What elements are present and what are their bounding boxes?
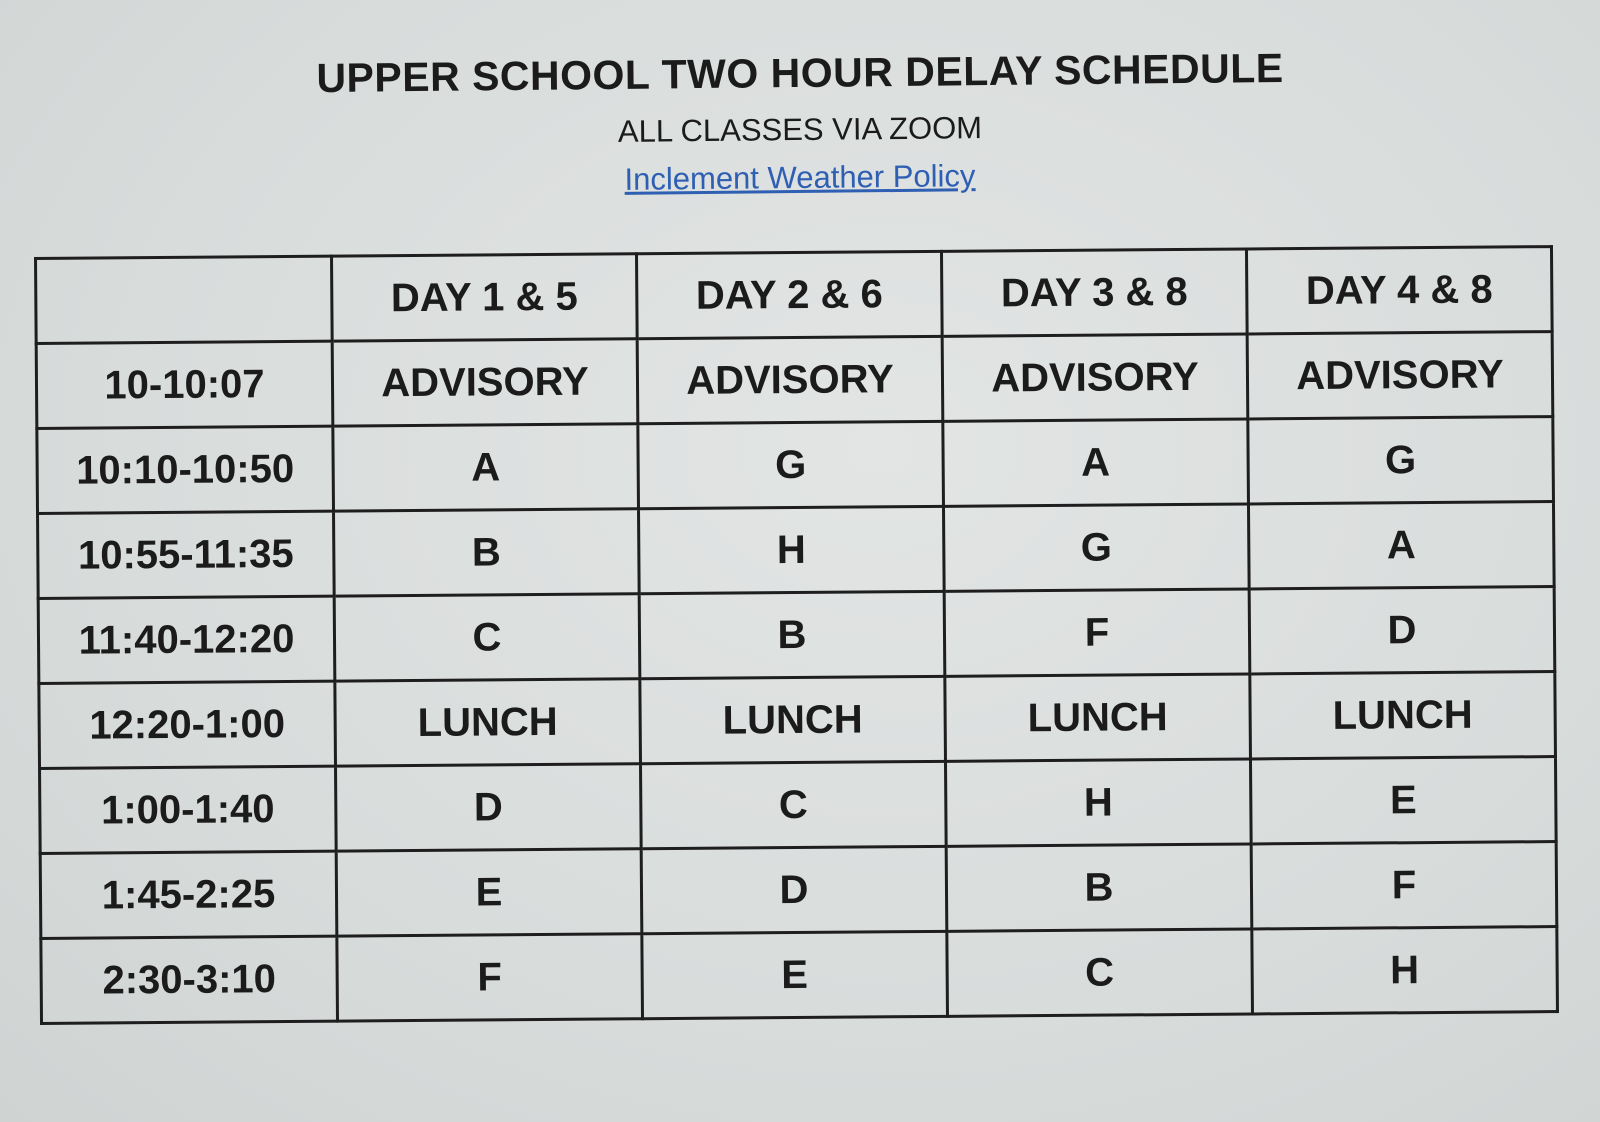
table-row: [41, 927, 1558, 1024]
time-cell: 12:20-1:00: [39, 681, 336, 768]
time-cell: 1:00-1:40: [40, 766, 337, 853]
period-cell: B: [639, 591, 945, 678]
period-cell: C: [947, 929, 1253, 1016]
time-cell: 11:40-12:20: [38, 596, 335, 683]
period-cell: D: [641, 846, 947, 933]
period-cell: E: [642, 931, 948, 1018]
page-subtitle: ALL CLASSES VIA ZOOM: [617, 110, 983, 149]
column-header: DAY 3 & 8: [941, 249, 1247, 336]
column-header: DAY 2 & 6: [636, 251, 942, 338]
period-cell: ADVISORY: [332, 339, 638, 426]
period-cell: ADVISORY: [637, 336, 943, 423]
header-row: [36, 247, 1553, 344]
table-row: [40, 842, 1557, 939]
period-cell: D: [1249, 587, 1555, 674]
policy-link-wrapper: [0, 152, 1600, 205]
period-cell: G: [1248, 417, 1554, 504]
column-header: DAY 1 & 5: [332, 254, 638, 341]
table-row: [38, 502, 1555, 599]
period-cell: ADVISORY: [942, 334, 1248, 421]
table-row: [40, 757, 1557, 854]
period-cell: H: [945, 759, 1251, 846]
schedule-table-wrapper: [34, 245, 1558, 1025]
period-cell: B: [946, 844, 1252, 931]
period-cell: C: [640, 761, 946, 848]
period-cell: B: [334, 509, 640, 596]
table-row: [37, 417, 1554, 514]
period-cell: H: [1252, 927, 1558, 1014]
period-cell: C: [334, 594, 640, 681]
period-cell: F: [944, 589, 1250, 676]
schedule-body: [36, 332, 1557, 1024]
period-cell: LUNCH: [1250, 672, 1556, 759]
inclement-weather-policy-link[interactable]: Inclement Weather Policy: [624, 158, 976, 197]
time-cell: 2:30-3:10: [41, 936, 338, 1023]
period-cell: G: [638, 421, 944, 508]
schedule-table: [34, 245, 1559, 1025]
table-row: [36, 332, 1553, 429]
period-cell: E: [1250, 757, 1556, 844]
time-cell: 10:10-10:50: [37, 426, 334, 513]
time-cell: 10-10:07: [36, 341, 333, 428]
page-title: UPPER SCHOOL TWO HOUR DELAY SCHEDULE: [316, 44, 1284, 102]
table-row: [39, 672, 1556, 769]
corner-cell: [36, 256, 333, 343]
period-cell: F: [1251, 842, 1557, 929]
period-cell: ADVISORY: [1247, 332, 1553, 419]
schedule-header: [36, 247, 1553, 344]
period-cell: E: [336, 849, 642, 936]
period-cell: A: [1248, 502, 1554, 589]
column-header: DAY 4 & 8: [1246, 247, 1552, 334]
time-cell: 10:55-11:35: [38, 511, 335, 598]
period-cell: LUNCH: [640, 676, 946, 763]
period-cell: F: [337, 934, 643, 1021]
period-cell: G: [943, 504, 1249, 591]
period-cell: LUNCH: [945, 674, 1251, 761]
period-cell: A: [333, 424, 639, 511]
period-cell: A: [943, 419, 1249, 506]
table-row: [38, 587, 1555, 684]
period-cell: H: [638, 506, 944, 593]
period-cell: D: [336, 764, 642, 851]
time-cell: 1:45-2:25: [40, 851, 337, 938]
period-cell: LUNCH: [335, 679, 641, 766]
